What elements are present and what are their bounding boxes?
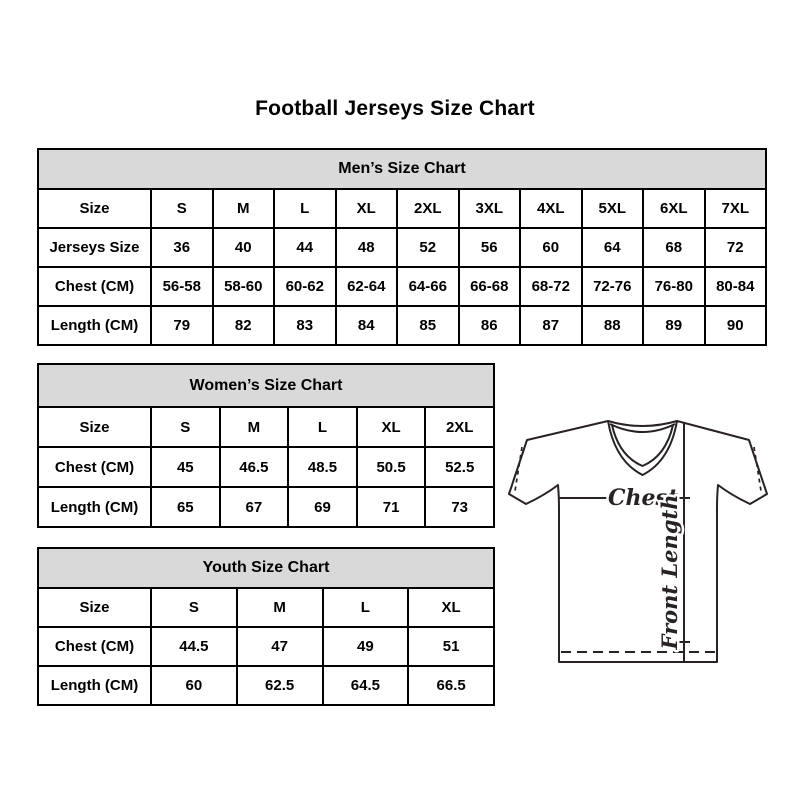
table-cell: 73 <box>425 487 494 527</box>
table-cell: 72-76 <box>582 267 644 306</box>
table-cell: 72 <box>705 228 767 267</box>
table-cell: 46.5 <box>220 447 289 487</box>
table-cell: 44 <box>274 228 336 267</box>
table-cell: 51 <box>408 627 494 666</box>
table-cell: 60 <box>520 228 582 267</box>
table-cell: 80-84 <box>705 267 767 306</box>
table-cell: 89 <box>643 306 705 345</box>
row-label-cell: Size <box>38 189 151 228</box>
table-cell: XL <box>357 407 426 447</box>
table-cell: 60-62 <box>274 267 336 306</box>
table-cell: 4XL <box>520 189 582 228</box>
table-cell: 52.5 <box>425 447 494 487</box>
table-cell: 64 <box>582 228 644 267</box>
jersey-measurement-diagram <box>503 414 773 670</box>
table-cell: 56 <box>459 228 521 267</box>
table-cell: M <box>237 588 323 627</box>
row-label-cell: Jerseys Size <box>38 228 151 267</box>
table-row <box>38 666 494 705</box>
table-cell: 44.5 <box>151 627 237 666</box>
page-title: Football Jerseys Size Chart <box>255 97 535 120</box>
table-cell: S <box>151 588 237 627</box>
table-cell: 62.5 <box>237 666 323 705</box>
youth-size-table <box>37 547 495 706</box>
table-cell: 58-60 <box>213 267 275 306</box>
table-cell: 68-72 <box>520 267 582 306</box>
table-cell: L <box>288 407 357 447</box>
table-row <box>38 267 766 306</box>
table-cell: XL <box>408 588 494 627</box>
table-cell: M <box>213 189 275 228</box>
table-cell: 88 <box>582 306 644 345</box>
table-cell: S <box>151 407 220 447</box>
table-cell: 86 <box>459 306 521 345</box>
table-cell: 87 <box>520 306 582 345</box>
table-cell: 60 <box>151 666 237 705</box>
table-cell: 48.5 <box>288 447 357 487</box>
table-cell: 36 <box>151 228 213 267</box>
table-row <box>38 627 494 666</box>
row-label-cell: Length (CM) <box>38 306 151 345</box>
table-cell: 68 <box>643 228 705 267</box>
table-cell: 84 <box>336 306 398 345</box>
table-cell: 66-68 <box>459 267 521 306</box>
row-label-cell: Chest (CM) <box>38 627 151 666</box>
table-cell: 50.5 <box>357 447 426 487</box>
womens-size-table <box>37 363 495 528</box>
table-cell: 2XL <box>397 189 459 228</box>
table-cell: 56-58 <box>151 267 213 306</box>
youth-table-header: Youth Size Chart <box>38 548 494 588</box>
table-cell: L <box>274 189 336 228</box>
table-cell: XL <box>336 189 398 228</box>
table-cell: 69 <box>288 487 357 527</box>
row-label-cell: Size <box>38 588 151 627</box>
womens-table-header: Women’s Size Chart <box>38 364 494 407</box>
table-cell: 7XL <box>705 189 767 228</box>
row-label-cell: Length (CM) <box>38 666 151 705</box>
table-cell: 82 <box>213 306 275 345</box>
table-cell: 76-80 <box>643 267 705 306</box>
row-label-cell: Size <box>38 407 151 447</box>
table-cell: 48 <box>336 228 398 267</box>
table-cell: 5XL <box>582 189 644 228</box>
table-cell: 2XL <box>425 407 494 447</box>
table-cell: S <box>151 189 213 228</box>
table-cell: 85 <box>397 306 459 345</box>
table-cell: 79 <box>151 306 213 345</box>
table-cell: 3XL <box>459 189 521 228</box>
table-row <box>38 306 766 345</box>
table-cell: 49 <box>323 627 409 666</box>
table-row <box>38 189 766 228</box>
table-cell: 65 <box>151 487 220 527</box>
row-label-cell: Length (CM) <box>38 487 151 527</box>
table-cell: 67 <box>220 487 289 527</box>
row-label-cell: Chest (CM) <box>38 267 151 306</box>
table-cell: 45 <box>151 447 220 487</box>
table-row <box>38 228 766 267</box>
table-cell: 64-66 <box>397 267 459 306</box>
table-cell: 83 <box>274 306 336 345</box>
table-cell: 71 <box>357 487 426 527</box>
table-cell: 66.5 <box>408 666 494 705</box>
table-cell: 62-64 <box>336 267 398 306</box>
table-row <box>38 407 494 447</box>
mens-table-header: Men’s Size Chart <box>38 149 766 189</box>
row-label-cell: Chest (CM) <box>38 447 151 487</box>
front-length-label: Front Length <box>657 494 682 650</box>
table-cell: 64.5 <box>323 666 409 705</box>
jersey-outline-icon <box>509 421 767 662</box>
mens-size-table <box>37 148 767 346</box>
table-cell: L <box>323 588 409 627</box>
table-row <box>38 588 494 627</box>
table-cell: M <box>220 407 289 447</box>
table-cell: 6XL <box>643 189 705 228</box>
table-row <box>38 487 494 527</box>
table-cell: 52 <box>397 228 459 267</box>
chest-label: Chest <box>607 485 679 511</box>
table-cell: 47 <box>237 627 323 666</box>
table-cell: 90 <box>705 306 767 345</box>
table-row <box>38 447 494 487</box>
table-cell: 40 <box>213 228 275 267</box>
